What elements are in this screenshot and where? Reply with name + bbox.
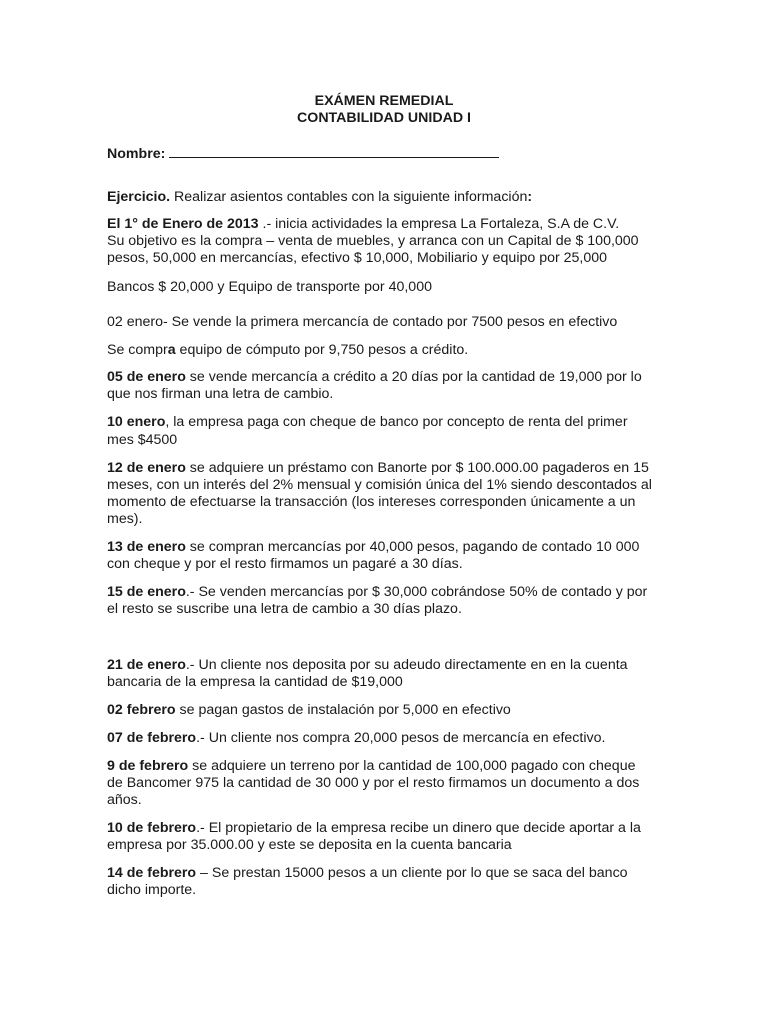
name-field-row [107, 144, 499, 163]
line-text: pesos, 50,000 en mercancías, efectivo $ 10,000, Mobiliario y equipo por 25,000 [107, 250, 608, 266]
line-text: , la empresa paga con cheque de banco por concepto de renta del primer [165, 414, 628, 430]
paragraph-line [107, 511, 142, 528]
paragraph-line [107, 730, 605, 747]
exercise-text: Realizar asientos contables con la siguiente información [170, 189, 528, 205]
exercise-colon: : [527, 189, 533, 205]
line-text: .- Se venden mercancías por $ 30,000 cobrándose 50% de contado y por [185, 584, 648, 600]
paragraph-line [107, 494, 635, 511]
paragraph-line [107, 758, 635, 775]
paragraph-line [107, 216, 619, 233]
line-text: mes). [107, 511, 143, 527]
date-label: 12 de enero [107, 460, 186, 476]
line-text: se pagan gastos de instalación por 5,000 en efectivo [175, 702, 511, 718]
line-text: con cheque y por el resto firmamos un pagaré a 30 días. [107, 556, 463, 572]
line-text: 02 enero- Se vende la primera mercancía de contado por 7500 pesos en efectivo [107, 314, 618, 330]
date-label: 9 de febrero [107, 758, 189, 774]
paragraph-line [107, 414, 628, 431]
exercise-label: Ejercicio. [107, 189, 171, 205]
paragraph-line [107, 601, 462, 618]
paragraph-line [107, 702, 511, 719]
paragraph-line [107, 775, 639, 792]
line-text: Se compr [107, 342, 168, 358]
line-text: Bancos $ 20,000 y Equipo de transporte por 40,000 [107, 279, 432, 295]
date-label: 21 de enero [107, 657, 186, 673]
date-label: El 1° de Enero de 2013 [107, 216, 259, 232]
paragraph-line [107, 584, 647, 601]
line-text: se adquiere un préstamo con Banorte por $ 100.000.00 pagaderos en 15 [185, 460, 649, 476]
paragraph-line [107, 865, 628, 882]
bold-letter: a [167, 342, 176, 358]
name-blank-line [169, 144, 499, 158]
date-label: 10 de febrero [107, 820, 197, 836]
line-text: mes $4500 [107, 432, 178, 448]
line-text: se vende mercancía a crédito a 20 días por la cantidad de 19,000 por lo [185, 369, 642, 385]
exercise-instruction [107, 189, 532, 206]
paragraph-line [107, 674, 403, 691]
paragraph-line [107, 792, 142, 809]
date-label: 10 enero [107, 414, 166, 430]
line-text: Su objetivo es la compra – venta de muebles, y arranca con un Capital de $ 100,000 [107, 233, 639, 249]
line-text: años. [107, 792, 142, 808]
date-label: 07 de febrero [107, 730, 197, 746]
date-label: 14 de febrero [107, 865, 197, 881]
paragraph-line [107, 369, 642, 386]
line-text: equipo de cómputo por 9,750 pesos a crédito. [175, 342, 469, 358]
date-label: 13 de enero [107, 539, 186, 555]
date-label: 02 febrero [107, 702, 176, 718]
line-text: – Se prestan 15000 pesos a un cliente por lo que se saca del banco [196, 865, 628, 881]
paragraph-line [107, 386, 333, 403]
paragraph-line [107, 837, 512, 854]
line-text: dicho importe. [107, 882, 197, 898]
exam-title: EXÁMEN REMEDIAL [314, 93, 454, 109]
line-text: momento de efectuarse la transacción (los intereses corresponden únicamente a un [107, 494, 636, 510]
line-text: empresa por 35.000.00 y este se deposita en la cuenta bancaria [107, 837, 512, 853]
paragraph-line [107, 539, 639, 556]
line-text: el resto se suscribe una letra de cambio a 30 días plazo. [107, 601, 462, 617]
paragraph-line [107, 477, 652, 494]
paragraph-line [107, 820, 641, 837]
paragraph-line [107, 314, 617, 331]
paragraph-line [107, 432, 177, 449]
line-text: meses, con un interés del 2% mensual y comisión única del 1% siendo descontados al [107, 477, 652, 493]
paragraph-line [107, 233, 639, 250]
date-label: 15 de enero [107, 584, 186, 600]
paragraph-line [107, 882, 196, 899]
line-text: .- Un cliente nos compra 20,000 pesos de mercancía en efectivo. [196, 730, 606, 746]
exam-subtitle: CONTABILIDAD UNIDAD I [297, 110, 471, 126]
paragraph-line [107, 657, 628, 674]
line-text: que nos firman una letra de cambio. [107, 386, 334, 402]
date-label: 05 de enero [107, 369, 186, 385]
paragraph-line [107, 556, 463, 573]
line-text: se adquiere un terreno por la cantidad de 100,000 pagado con cheque [188, 758, 636, 774]
paragraph-line [107, 460, 649, 477]
name-label: Nombre: [107, 146, 166, 162]
paragraph-line [107, 250, 607, 267]
line-text: .- Un cliente nos deposita por su adeudo directamente en en la cuenta [185, 657, 628, 673]
paragraph-line [107, 279, 432, 296]
line-text: se compran mercancías por 40,000 pesos, pagando de contado 10 000 [185, 539, 640, 555]
line-text: .- inicia actividades la empresa La Fortaleza, S.A de C.V. [258, 216, 620, 232]
paragraph-line [107, 342, 468, 359]
line-text: bancaria de la empresa la cantidad de $19,000 [107, 674, 403, 690]
line-text: de Bancomer 975 la cantidad de 30 000 y por el resto firmamos un documento a dos [107, 775, 640, 791]
line-text: .- El propietario de la empresa recibe un dinero que decide aportar a la [196, 820, 641, 836]
